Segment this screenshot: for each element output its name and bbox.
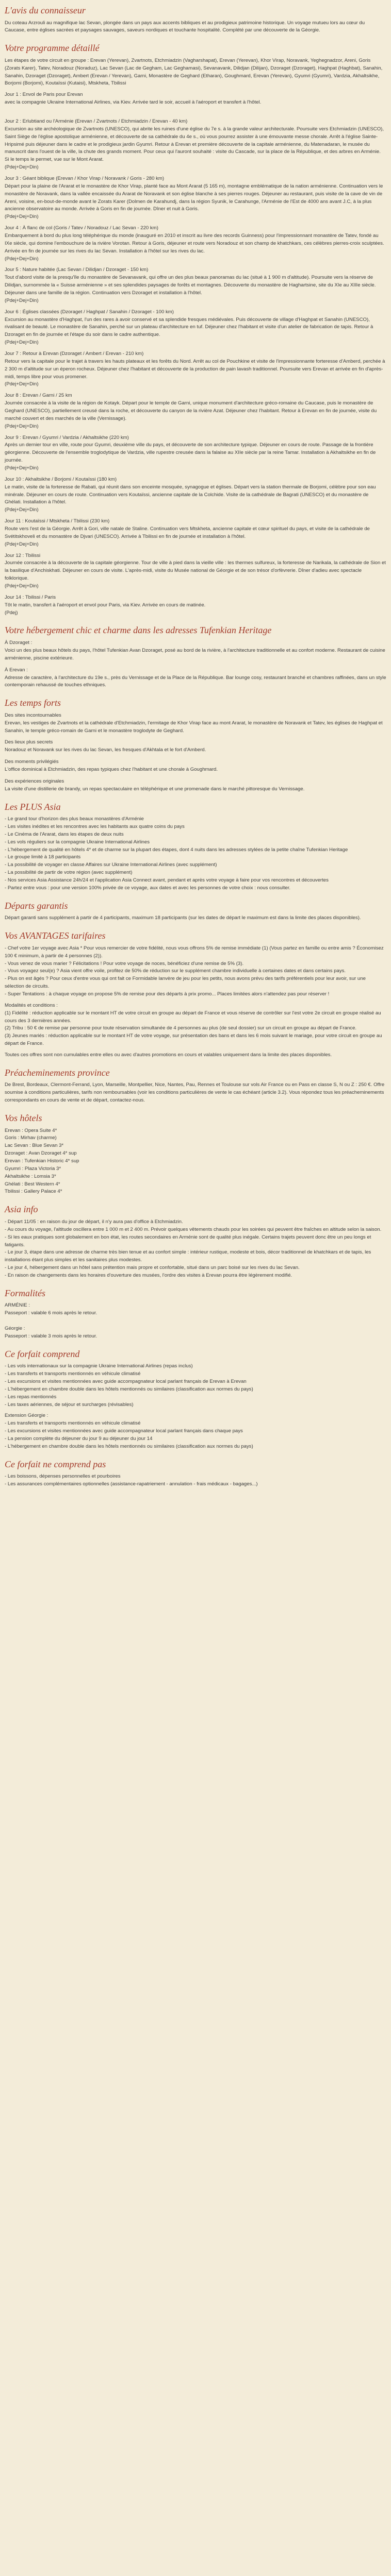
plus-asia-item: - Les visites inédites et les rencontres avec les habitants aux quatre coins du pays [5, 824, 185, 830]
plus-asia-item: - Partez entre vous : pour une version 100% privée de ce voyage, aux dates et avec les personnes de votre choix : nous consulter. [5, 885, 291, 891]
day-title: Jour 7 : Retour à Erevan (Dzoraget / Ambert / Erevan - 210 km) [5, 350, 144, 357]
hotel-item: Goris : Mirhav (charme) [5, 1135, 57, 1141]
asia-info-item: - Le jour 4, hébergement dans un hôtel sans prétention mais propre et confortable, situé dans un parc boisé sur les rives du lac Sevan. [5, 1265, 300, 1271]
compris-item: - Les repas mentionnés [5, 1394, 57, 1400]
day-body: avec la compagnie Ukraine International Airlines, via Kiev. Arrivée tard le soir, accueil à l'aéroport et transfert à l'hôtel. [5, 99, 262, 106]
day-item [5, 309, 386, 347]
plus-asia-item: - Le Cinéma de l'Ararat, dans les étapes de deux nuits [5, 831, 124, 837]
compris-item: - Les taxes aériennes, de séjour et surcharges (révisables) [5, 1401, 134, 1408]
avantages-notes [5, 1002, 386, 1048]
plus-asia-item: - Nos services Asia Assistance 24h/24 et l'application Asia Connect avant, pendant et après votre voyage à faire pour vos rencontres et découvertes [5, 877, 329, 884]
plus-asia-item: - L'hébergement de qualité en hôtels 4* et de charme sur la plupart des étapes, dont 4 nuits dans les adresses stylées de la petite chaîne Tufenkian Heritage [5, 846, 348, 853]
temps-forts-group [5, 739, 386, 754]
compris-extension-item: - Les excursions et visites mentionnées avec guide accompagnateur local parlant français dans chaque pays [5, 1428, 243, 1434]
temps-forts-text: La visite d'une distillerie de brandy, un repas spectaculaire en téléphérique et une promenade dans le marché pittoresque du Vernissage. [5, 786, 305, 792]
day-body: Excursion au monastère d'Haghpat, l'un des rares à avoir conservé et sa splendide fresques médiévales. Puis découverte de village d'Haghpat et Sanahin (UNESCO), rivalisant de beauté. Le monastère de Sanahin, perché sur un plateau d'architecture en tuf. Déjeuner chez l'habitant et visite d'un atelier de fabrication de tapis. Retour à Dzoraget en fin de journée et l'étape du soir dans le cadre authentique. [5, 316, 373, 338]
temps-forts-label: Des expériences originales [5, 778, 64, 784]
temps-forts-group [5, 758, 386, 774]
day-title: Jour 5 : Nature habitée (Lac Sevan / Dilidjan / Dzoraget - 150 km) [5, 267, 149, 273]
temps-forts-group [5, 712, 386, 735]
formalite-item [5, 1317, 386, 1325]
day-item [5, 118, 386, 172]
section-title-temps-forts: Les temps forts [5, 698, 61, 708]
temps-forts-label: Des lieux plus secrets [5, 739, 53, 745]
day-item [5, 518, 386, 548]
temps-forts-section [5, 698, 386, 793]
hotel-item: Erevan : Tufenkian Historic 4* sup [5, 1158, 79, 1164]
hotel-item: Gyumri : Plaza Victoria 3* [5, 1165, 61, 1172]
day-title: Jour 14 : Tbilissi / Paris [5, 594, 56, 600]
day-title: Jour 1 : Envol de Paris pour Erevan [5, 92, 83, 98]
day-title: Jour 4 : À flanc de col (Goris / Tatev / Noradouz / Lac Sevan - 220 km) [5, 225, 158, 231]
formalite-item: Géorgie : [5, 1325, 25, 1331]
compris-item: - Les vols internationaux sur la compagnie Ukraine International Airlines (repas inclus) [5, 1363, 193, 1369]
day-list [5, 91, 386, 617]
intro-section [5, 5, 386, 35]
day-body: Après un dernier tour en ville, route pour Gyumri, deuxième ville du pays, et découverte de son architecture typique. Déjeuner en cours de route. Passage de la frontière géorgienne. Découverte de l'ensemble troglodytique de Vardzia, ville rupestre creusée dans la falaise au XIIe siècle par la reine Tamar. Installation à Akhaltsikhe en fin de journée. [5, 442, 376, 464]
hebergement-block [5, 667, 386, 690]
hotel-item: Ghélati : Best Western 4* [5, 1181, 60, 1187]
avantage-note: (1) Fidélité : réduction applicable sur le montant HT de votre circuit en groupe au départ de France et vous réserve de contrôler sur l'est votre 2e circuit en groupe réalisé au cours des 3 dernières années. [5, 1010, 381, 1024]
compris-item: - L'hébergement en chambre double dans les hôtels mentionnés ou similaires (classification aux normes du pays) [5, 1386, 253, 1392]
plus-asia-item: - Le groupe limité à 18 participants [5, 854, 81, 860]
programme-section [5, 43, 386, 617]
compris-item: - Les excursions et visites mentionnées avec guide accompagnateur local parlant français de Erevan à Erevan [5, 1379, 247, 1384]
prechem-section [5, 1067, 386, 1105]
formalites-section [5, 1288, 386, 1341]
asia-info-item: - Le jour 3, étape dans une adresse de charme très bien tenue et au confort simple : intérieur rustique, modeste et bois, décor traditionnel de khatchkars et de tapis, les installations étant plus simples et les sanitaires plus modestes. [5, 1249, 371, 1263]
hotel-item: Tbilissi : Gallery Palace 4* [5, 1189, 62, 1195]
plus-asia-item: - Le grand tour d'horizon des plus beaux monastères d'Arménie [5, 816, 144, 822]
plus-asia-item: - La possibilité de partir de votre région (avec supplément) [5, 870, 133, 876]
day-item [5, 225, 386, 263]
section-title-departs: Départs garantis [5, 900, 68, 911]
section-title-hotels: Vos hôtels [5, 1113, 42, 1123]
day-body: Tout d'abord visite de la presqu'île du monastère de Sevanavank, qui offre un des plus beaux panoramas du lac (situé à 1 900 m d'altitude). Poursuite vers la réserve de Dilidjan, surnommée la « Suisse arménienne » et ses splendides paysages de forêts et montagnes. Découverte du monastère de Haghartsine, site du XIe au XIIIe siècle. Déjeuner dans une famille de la région. Continuation vers Dzoraget et installation à l'hôtel. [5, 275, 376, 296]
avantage-item: - Vous voyagez seul(e) ? Asia vient offre voile, profitez de 50% de réduction sur le supplément chambre individuelle à certaines dates et dans certains pays. [5, 968, 346, 974]
day-body: Journée consacrée à la visite de la région de Kotayk. Départ pour le temple de Garni, unique monument d'architecture gréco-romaine du Caucase, puis le monastère de Geghard (UNESCO), partiellement creusé dans la roche, et découverte du canyon de la rivière Azat. Déjeuner chez l'habitant. Retour à Erevan en fin de journée, visite du marché couvert et des marchés de la ville (Vernissage). [5, 400, 377, 421]
day-item [5, 594, 386, 617]
day-body: Départ pour la plaine de l'Ararat et le monastère de Khor Virap, planté face au Mont Ararat (5 165 m), montagne emblématique de la nation arménienne. Continuation vers le monastère de Noravank, dans la vallée encaissée du Ararat de Noravank et son église blanche à ses pierres rouges. Déjeuner au restaurant, puis visite de la cave de vin de Areni, voisine, en-bout-de-monde avant le Zorats Karer (Dolmen de Karahundj, dans la région Syunik, le Carahunge, l'Arménie de l'Est de 4000 ans avant J.C, à la plus ancienne observatoire au monde. Arrivée à Goris en fin de journée. Dîner et nuit à Goris. [5, 183, 383, 212]
day-title: Jour 3 : Géant biblique (Erevan / Khor Virap / Noravank / Goris - 280 km) [5, 175, 165, 181]
hotel-item: Akhaltsikhe : Lomsia 3* [5, 1173, 56, 1179]
day-item [5, 476, 386, 514]
asia-info-item: - Au cours du voyage, l'altitude oscillera entre 1 000 m et 2 400 m. Prévoir quelques vêtements chauds pour les soirées qui peuvent être fraîches en altitude selon la saison. [5, 1226, 382, 1232]
formalite-item: Passeport : valable 3 mois après le retour. [5, 1333, 97, 1339]
temps-forts-label: Des sites incontournables [5, 712, 61, 718]
avantages-footer: Toutes ces offres sont non cumulables entre elles ou avec d'autres promotions en cours et valables uniquement dans la limite des places disponibles. [5, 1052, 332, 1058]
avantage-item: - Super Tentations : à chaque voyage on propose 5% de remise pour des départs à prix promo... Places limitées alors n'attendez pas pour réserver ! [5, 991, 330, 997]
compris-section [5, 1349, 386, 1451]
formalite-item: Passeport : valable 6 mois après le retour. [5, 1310, 97, 1316]
plus-asia-item: - Les vols réguliers sur la compagnie Ukraine International Airlines [5, 839, 150, 845]
day-body: Route vers l'est de la Géorgie. Arrêt à Gori, ville natale de Staline. Continuation vers Mtskheta, ancienne capitale et cœur spirituel du pays, et visite de la cathédrale de Svétitskhoveli et du monastère de Djvari (UNESCO). Arrivée à Tbilissi en fin de journée et installation à l'hôtel. [5, 526, 370, 539]
compris-list [5, 1363, 386, 1409]
day-meals: (Pdej+Dej+Din) [5, 164, 39, 171]
non-compris-section [5, 1459, 386, 1488]
avantage-item: - Vous venez de vous marier ? Félicitations ! Pour votre voyage de noces, bénéficiez d'une remise de 5% (3). [5, 960, 244, 967]
plus-asia-list [5, 816, 386, 892]
avantage-note: (2) Tribu : 50 € de remise par personne pour toute réservation simultanée de 4 personnes au plus (de seul dossier) sur un circuit en groupe au départ de France. [5, 1025, 357, 1031]
day-body: Retour vers la capitale pour le trajet à travers les hauts plateaux et les forêts du Nord. Arrêt au col de Pouchkine et visite de l'impressionnante forteresse d'Amberd, perchée à 2 300 m d'altitude sur un éperon rocheux. Déjeuner chez l'habitant et découverte de la production de pain lavash traditionnel. Poursuite vers Erevan et arrivée en fin d'après-midi, temps libre pour vous promener. [5, 358, 385, 380]
section-title-avantages: Vos AVANTAGES tarifaires [5, 930, 106, 941]
day-body: Le matin, visite de la forteresse de Rabati, qui réunit dans son enceinte mosquée, synagogue et églises. Départ vers la station thermale de Borjomi, célèbre pour son eau minérale. Déjeuner en cours de route. Continuation vers Koutaïssi, ancienne capitale de la Colchide. Visite de la cathédrale de Bagrati (UNESCO) et du monastère de Ghélati. Installation à l'hôtel. [5, 484, 376, 505]
day-meals: (Pdej+Dej+Din) [5, 465, 39, 471]
day-item [5, 434, 386, 472]
day-body: Tôt le matin, transfert à l'aéroport et envol pour Paris, via Kiev. Arrivée en cours de matinée. [5, 602, 206, 608]
compris-extension-item: - L'hébergement en chambre double dans les hôtels mentionnés ou similaires (classification aux normes du pays) [5, 1443, 253, 1449]
avantage-note: Modalités et conditions : [5, 1002, 58, 1008]
section-title-programme: Votre programme détaillé [5, 43, 100, 54]
day-meals: (Pdej+Dej+Din) [5, 340, 39, 346]
section-title-non-compris: Ce forfait ne comprend pas [5, 1459, 106, 1469]
asia-info-list [5, 1218, 386, 1280]
formalites-list [5, 1302, 386, 1340]
asia-info-item: - Si les eaux pratiques sont globalement en bon état, les routes secondaires en Arménie sont de qualité plus inégale. Certains trajets peuvent donc être un peu longs et fatigants. [5, 1234, 371, 1248]
hebergement-text: Voici un des plus beaux hôtels du pays, l'hôtel Tufenkian Avan Dzoraget, posé au bord de la rivière, à l'architecture traditionnelle et au confort moderne. Restaurant de cuisine arménienne, piscine extérieure. [5, 647, 385, 661]
day-item [5, 392, 386, 430]
temps-forts-text: Noradouz et Noravank sur les rives du lac Sevan, les fresques d'Akhtala et le fort d'Amberd. [5, 747, 206, 753]
day-item [5, 266, 386, 304]
day-item [5, 350, 386, 388]
departs-section [5, 901, 386, 922]
day-title: Jour 12 : Tbilissi [5, 552, 41, 558]
compris-extension-item: - La pension complète du déjeuner du jour 9 au déjeuner du jour 14 [5, 1436, 153, 1442]
hebergement-label: À Erevan : [5, 667, 28, 673]
hebergement-section [5, 625, 386, 689]
temps-forts-text: L'office dominical à Etchmiadzin, des repas typiques chez l'habitant et une chorale à Goughmard. [5, 766, 218, 772]
temps-forts-label: Des moments privilégiés [5, 759, 59, 765]
compris-item: - Les transferts et transports mentionnés en véhicule climatisé [5, 1371, 141, 1377]
asia-info-item: - En raison de changements dans les horaires d'ouverture des musées, l'ordre des visites à Erevan pourra être légèrement modifié. [5, 1272, 292, 1278]
hotels-list [5, 1127, 386, 1196]
section-title-hebergement: Votre hébergement chic et charme dans les adresses Tufenkian Heritage [5, 625, 272, 636]
section-title-asia-info: Asia info [5, 1204, 38, 1215]
intro-text: Du coteau Arzrouli au magnifique lac Sevan, plongée dans un pays aux accents bibliques et au prodigieux patrimoine historique. Un voyage mutueu lors au cœur du Caucase, entre églises sacrées et paysages sauvages, saveurs nordiques et touchante hospitalité. Complété par une découverte de la Géorgie. [5, 20, 365, 33]
day-meals: (Pdej+Dej+Din) [5, 423, 39, 429]
day-meals: (Pdej+Dej+Din) [5, 214, 39, 220]
temps-forts-group [5, 778, 386, 793]
day-title: Jour 11 : Koutaïssi / Mtskheta / Tbilissi (230 km) [5, 518, 110, 524]
section-title-prechem: Préacheminements province [5, 1067, 110, 1078]
section-title-formalites: Formalités [5, 1287, 45, 1298]
day-meals: (Pdej+Dej+Din) [5, 507, 39, 513]
day-body: Excursion au site archéologique de Zvartnots (UNESCO), qui abrite les ruines d'une église du 7e s. à la grande valeur architecturale. Poursuite vers Etchmiadzin (UNESCO), Saint Siège de l'église apostolique arménienne, et découverte de sa cathédrale du 4e s., où vous pourrez assister à une émouvante messe chorale. Arrêt à l'église Sainte-Hripsimé puis déjeuner dans le cadre et le prodigieux jardin Gyumri. Retour à Erevan et première découverte de la capitale arménienne, du Matenadaran, le musée du manuscrit dans l'ouest de la ville, la chute des grands moment. Pour ceux qui l'auront souhaité : visite du Cascade, sur la place de la République, et des arbres en Arménie. Si le temps le permet, vue sur le Mont Ararat. [5, 126, 384, 163]
hotel-item: Dzoraget : Avan Dzoraget 4* sup [5, 1150, 77, 1157]
day-meals: (Pdej+Dej+Din) [5, 256, 39, 262]
day-title: Jour 10 : Akhaltsikhe / Borjomi / Koutaïssi (180 km) [5, 476, 117, 482]
day-body: Journée consacrée à la découverte de la capitale géorgienne. Tour de ville à pied dans la vieille ville : les thermes sulfureux, la forteresse de Narikala, la cathédrale de Sion et la basilique d'Anchiskhati. Déjeuner en cours de visite. L'après-midi, visite du Musée national de Géorgie et de son trésor d'orfèvrerie. Dîner d'adieu avec spectacle folklorique. [5, 560, 386, 582]
day-title: Jour 9 : Erevan / Gyumri / Vardzia / Akhaltsikhe (220 km) [5, 434, 129, 440]
section-title-plus-asia: Les PLUS Asia [5, 801, 61, 812]
day-item [5, 552, 386, 590]
day-item [5, 91, 386, 114]
section-title-compris: Ce forfait comprend [5, 1348, 80, 1359]
departs-text: Départ garanti sans supplément à partir de 4 participants, maximum 18 participants (sur les dates de départ le maximum est dans la limite des places disponibles). [5, 915, 361, 921]
temps-forts-text: Erevan, les vestiges de Zvartnots et la cathédrale d'Etchmiadzin, l'ermitage de Khor Virap face au mont Ararat, le monastère de Noravank et Tatev, les églises de Haghpat et Sanahin, le temple gréco-romain de Garni et le monastère troglodyte de Geghard. [5, 720, 383, 734]
day-title: Jour 2 : Erlubtiand ou l'Arménie (Erevan / Zvartnots / Etchmiadzin / Erevan - 40 km) [5, 118, 188, 124]
day-meals [5, 107, 386, 114]
hotel-item: Erevan : Opera Suite 4* [5, 1127, 57, 1133]
non-compris-text: - Les boissons, dépenses personnelles et pourboires - Les assurances complémentaires optionnelles (assistance-rapatriement - annulation - frais médicaux - bagages...) [5, 1473, 258, 1487]
avantage-note: (3) Jeunes mariés : réduction applicable sur le montant HT de votre voyage, sur présentation des bans et dans les 6 mois suivant le mariage, pour votre circuit en groupe au départ de France. [5, 1033, 382, 1047]
day-meals: (Pdej+Dej+Din) [5, 583, 39, 589]
plus-asia-section [5, 802, 386, 892]
compris-extension-list [5, 1420, 386, 1450]
day-title: Jour 8 : Erevan / Garni / 25 km [5, 393, 72, 399]
avantages-list [5, 945, 386, 998]
avantage-item: - Plus on est âgés ? Pour ceux d'entre vous qui ont fait ce Formidable lanvère de jeu pour les petits, nous avons prévu des tarifs préférentiels pour leur avoir, sur une sélection de circuits. [5, 976, 366, 990]
day-body: Embarquement à bord du plus long téléphérique du monde (inauguré en 2010 et inscrit au livre des records Guinness) pour l'impressionnant monastère de Tatev, fondé au IXe siècle, qui domine l'embouchure de la rivière Vorotan. Retour à Goris, déjeuner et route vers Noradouz et son champ de khatchkars, ces célèbres pierres-croix sculptées. Arrivée en fin de journée sur les rives du lac Sevan. Installation à l'hôtel sur les rives du lac. [5, 232, 384, 254]
avantage-item: - Chef votre 1er voyage avec Asia * Pour vous remercier de votre fidélité, nous vous offrons 5% de remise immédiate (1) (Vous partez en famille ou entre amis ? Économisez 100 € minimum, à partir de 4 personnes (2)). [5, 945, 384, 959]
prechem-text: De Brest, Bordeaux, Clermont-Ferrand, Lyon, Marseille, Montpellier, Nice, Nantes, Pau, Rennes et Toulouse sur vols Air France ou en Pass en classe S, N ou Z : 250 €. Offre soumise à conditions particulières, tarifs non remboursables (voir les conditions particulières de vente le cas échéant (article 3.2). Vous répondez tous les préacheminements correspondants en cours de vente et de départ, contactez-nous. [5, 1082, 385, 1104]
hotels-section [5, 1113, 386, 1196]
hebergement-label: À Dzoraget : [5, 640, 32, 646]
hotel-item: Lac Sevan : Blue Sevan 3* [5, 1143, 64, 1149]
plus-asia-item: - La possibilité de voyager en classe Affaires sur Ukraine International Airlines (avec supplément) [5, 862, 217, 868]
asia-info-section [5, 1204, 386, 1279]
asia-info-item: - Départ 11/05 : en raison du jour de départ, il n'y aura pas d'office à Etchmiadzin. [5, 1218, 183, 1225]
section-title-avis: L'avis du connaisseur [5, 5, 86, 15]
day-item [5, 175, 386, 221]
day-meals: (Pdej+Dej+Din) [5, 541, 39, 547]
programme-intro: Les étapes de votre circuit en groupe : Erevan (Yerevan), Zvartnots, Etchmiadzin (Vagharshapat), Erevan (Yerevan), Khor Virap, Noravank, Yeghegnadzor, Areni, Goris (Zorats Karer), Tatev, Noradouz (Noraduz), Lac Sevan (Lac de Gegham, Lac Geghamasi), Sevanavank, Dilidjan (Dilijan), Dzoraget (Dzoraget), Haghpat (Haghbat), Sanahin, Sanahin, Dzoraget (Dzoraget), Ambert (Erevan / Yerevan), Garni, Monastère de Geghard (Etharan), Goughmard, Erevan (Yerevan), Gyumri (Gyumri), Vardzia, Akhaltsikhe, Borjomi (Borjomi), Koutaïssi (Kutaisi), Mtskheta, Tbilissi [5, 57, 383, 87]
hebergement-text: Adresse de caractère, à l'architecture du 19e s., près du Vernissage et de la Place de la République. Bar lounge cosy, restaurant branché et chambres raffinées, dans un style contemporain rehaussé de touches ethniques. [5, 674, 386, 688]
hebergement-block [5, 639, 386, 663]
day-meals: (Pdej) [5, 609, 18, 616]
formalite-item: ARMÉNIE : [5, 1302, 30, 1309]
compris-extension-label: Extension Géorgie : [5, 1413, 48, 1419]
day-title: Jour 6 : Églises classées (Dzoraget / Haghpat / Sanahin / Dzoraget - 100 km) [5, 309, 174, 315]
compris-extension-item: - Les transferts et transports mentionnés en véhicule climatisé [5, 1420, 141, 1427]
day-meals: (Pdej+Dej+Din) [5, 381, 39, 387]
avantages-section [5, 930, 386, 1059]
day-meals: (Pdej+Dej+Din) [5, 297, 39, 303]
